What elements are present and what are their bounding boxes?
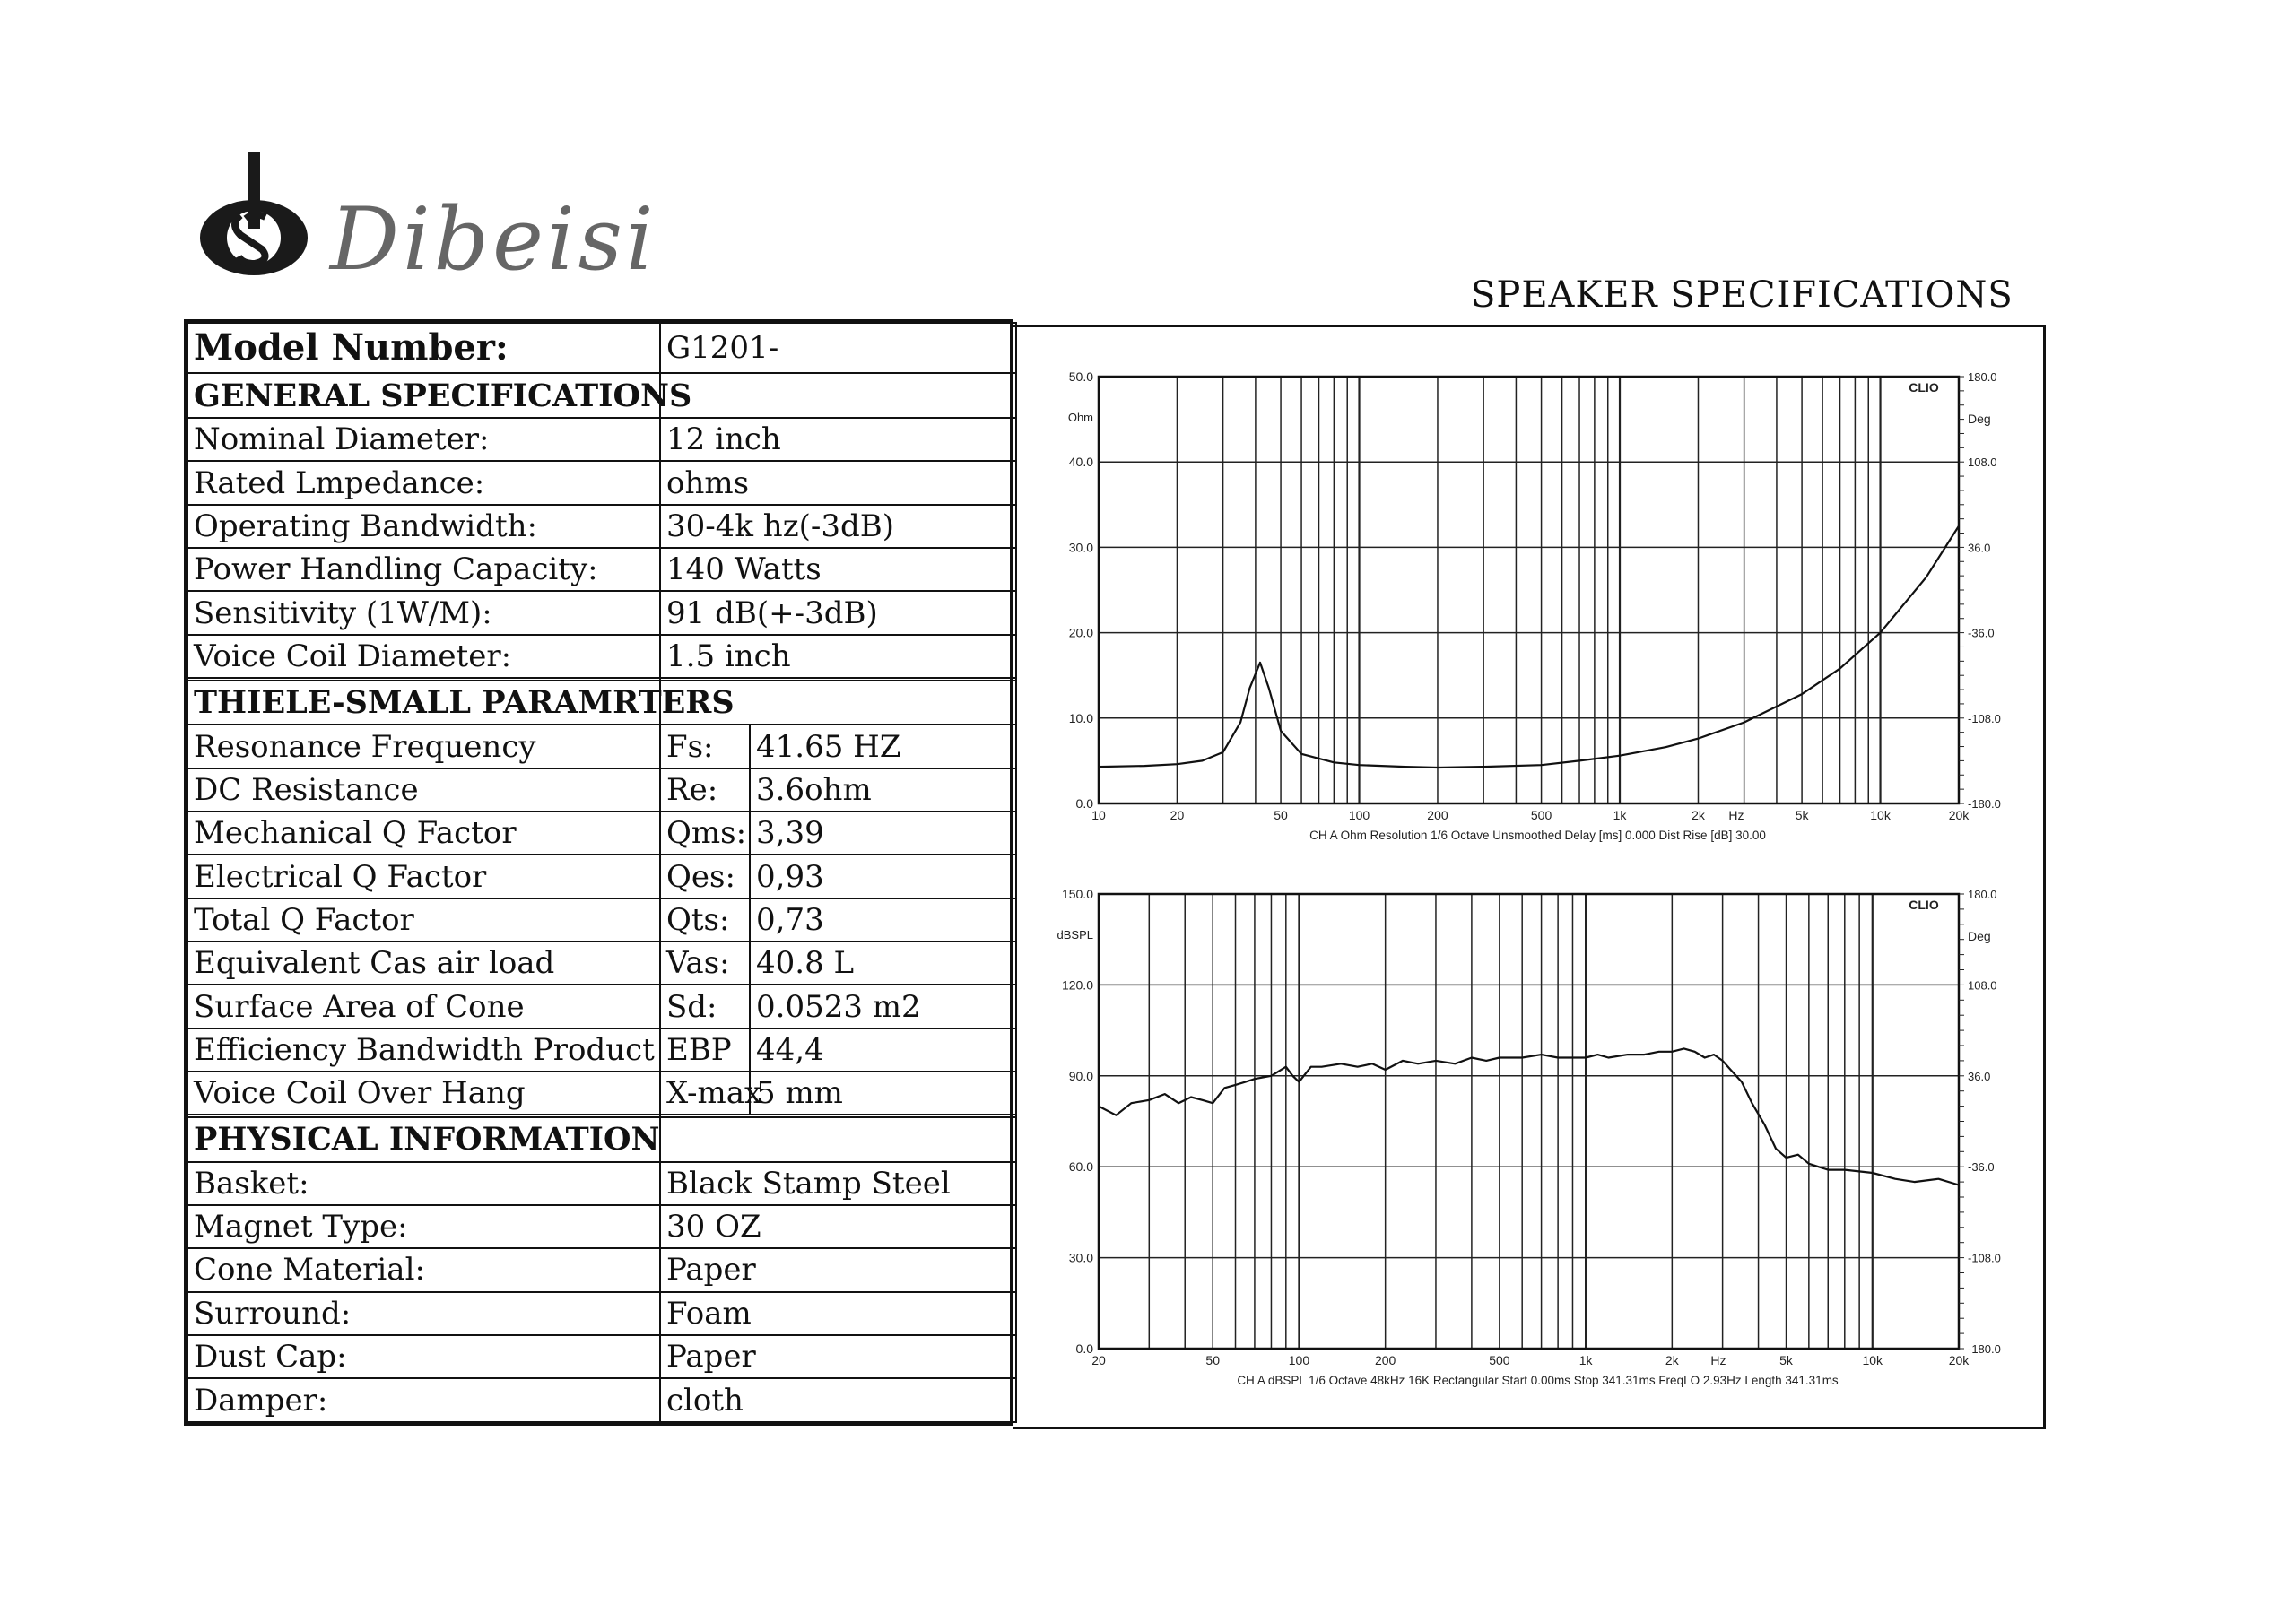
spec-label: Cone Material:: [187, 1248, 660, 1291]
spec-label: Voice Coil Diameter:: [187, 635, 660, 678]
chart1-x-tick-label: 200: [1427, 808, 1448, 822]
param-symbol: X-max: [660, 1072, 750, 1115]
brand-wordmark: Dibeisi: [330, 189, 657, 290]
spec-value: Paper: [660, 1248, 1016, 1291]
model-row: [187, 323, 1016, 373]
chart2-plot-frame: [1099, 894, 1959, 1349]
chart2-x-tick-label: 20: [1091, 1353, 1106, 1367]
table-row: [187, 418, 1016, 461]
chart1-x-tick-label: 10k: [1870, 808, 1891, 822]
chart1-x-tick-label: 50: [1274, 808, 1288, 822]
physical-header-row: [187, 1117, 1016, 1162]
chart2-y-tick-label: 30.0: [1068, 1250, 1093, 1265]
table-row: [187, 1335, 1016, 1378]
chart1-x-tick-label: 2k: [1692, 808, 1705, 822]
param-value: 0,93: [750, 855, 1016, 898]
param-label: Electrical Q Factor: [187, 855, 660, 898]
spec-label: Damper:: [187, 1378, 660, 1422]
spec-value: 30 OZ: [660, 1205, 1016, 1248]
chart2-y2-tick-label: -36.0: [1968, 1160, 1995, 1175]
spec-value: 12 inch: [660, 418, 1016, 461]
param-symbol: Fs:: [660, 725, 750, 768]
spec-label: Nominal Diameter:: [187, 418, 660, 461]
chart1-y2-tick-label: 36.0: [1968, 541, 1991, 555]
chart2-y-tick-label: 60.0: [1068, 1159, 1093, 1175]
param-value: 3,39: [750, 812, 1016, 855]
spec-value: ohms: [660, 461, 1016, 504]
chart2-y2-tick-label: -108.0: [1968, 1251, 2001, 1265]
spec-value: 1.5 inch: [660, 635, 1016, 678]
param-label: Resonance Frequency: [187, 725, 660, 768]
chart2-x-tick-label: 1k: [1578, 1353, 1593, 1367]
chart1-y2-tick-label: 180.0: [1968, 370, 1997, 384]
empty-cell: [660, 373, 1016, 418]
chart1-y-axis-label: Ohm: [1067, 411, 1093, 424]
chart1-series-line: [1099, 526, 1959, 768]
param-symbol: Re:: [660, 768, 750, 812]
chart1-y-tick-label: 10.0: [1068, 710, 1093, 725]
chart2-x-tick-label: 2k: [1665, 1353, 1679, 1367]
table-row: [187, 898, 1016, 942]
chart2-series-line: [1099, 1048, 1959, 1185]
chart1-x-tick-label: 20k: [1948, 808, 1970, 822]
chart1-badge-clio: CLIO: [1909, 380, 1939, 395]
chart1-y-tick-label: 40.0: [1068, 455, 1093, 470]
chart2-x-tick-label: 100: [1288, 1353, 1310, 1367]
table-row: [187, 548, 1016, 591]
spec-label: Sensitivity (1W/M):: [187, 591, 660, 634]
param-value: 3.6ohm: [750, 768, 1016, 812]
chart1-x-tick-label: 100: [1348, 808, 1370, 822]
spec-label: Dust Cap:: [187, 1335, 660, 1378]
param-symbol: Sd:: [660, 985, 750, 1028]
param-symbol: EBP: [660, 1028, 750, 1072]
chart1-x-tick-label: 10: [1091, 808, 1106, 822]
table-row: [187, 591, 1016, 634]
section-header-general: GENERAL SPECIFICATIONS: [187, 373, 660, 418]
param-label: Equivalent Cas air load: [187, 942, 660, 985]
param-symbol: Vas:: [660, 942, 750, 985]
table-row: [187, 1072, 1016, 1115]
brand-logo: [196, 152, 662, 290]
spec-value: cloth: [660, 1378, 1016, 1422]
measurement-charts: [1013, 327, 2046, 1432]
chart1-x-tick-label: 20: [1170, 808, 1185, 822]
chart2-y2-tick-label: 180.0: [1968, 888, 1997, 901]
spec-value: 91 dB(+-3dB): [660, 591, 1016, 634]
table-row: [187, 985, 1016, 1028]
spec-value: 140 Watts: [660, 548, 1016, 591]
param-label: Efficiency Bandwidth Product: [187, 1028, 660, 1072]
chart1-plot-frame: [1099, 377, 1959, 803]
chart2-x-tick-label: 200: [1374, 1353, 1396, 1367]
spec-label: Surround:: [187, 1292, 660, 1335]
chart2-y2-tick-label: 108.0: [1968, 978, 1997, 993]
brand-emblem-icon: [200, 152, 308, 275]
chart2-x-tick-label: 5k: [1779, 1353, 1793, 1367]
table-row: [187, 1205, 1016, 1248]
chart2-y-tick-label: 90.0: [1068, 1068, 1093, 1083]
table-row: [187, 942, 1016, 985]
chart1-y2-tick-label: -108.0: [1968, 711, 2001, 725]
table-row: [187, 1162, 1016, 1205]
param-label: Total Q Factor: [187, 898, 660, 942]
spec-label: Rated Lmpedance:: [187, 461, 660, 504]
param-label: DC Resistance: [187, 768, 660, 812]
chart1-y-tick-label: 20.0: [1068, 625, 1093, 640]
param-value: 0.0523 m2: [750, 985, 1016, 1028]
param-value: 41.65 HZ: [750, 725, 1016, 768]
chart2-badge-clio: CLIO: [1909, 898, 1939, 912]
chart2-x-tick-label: 10k: [1862, 1353, 1883, 1367]
general-header-row: [187, 373, 1016, 418]
chart2-x-tick-label: 50: [1205, 1353, 1220, 1367]
spec-value: 30-4k hz(-3dB): [660, 505, 1016, 548]
param-value: 44,4: [750, 1028, 1016, 1072]
param-symbol: Qts:: [660, 898, 750, 942]
chart1-x-tick-label: 500: [1530, 808, 1552, 822]
table-row: [187, 635, 1016, 678]
spec-label: Operating Bandwidth:: [187, 505, 660, 548]
table-row: [187, 812, 1016, 855]
chart1-y2-tick-label: -36.0: [1968, 626, 1995, 640]
spec-label: Magnet Type:: [187, 1205, 660, 1248]
table-row: [187, 1378, 1016, 1422]
table-row: [187, 768, 1016, 812]
chart2-x-tick-label: 20k: [1948, 1353, 1970, 1367]
param-value: 5 mm: [750, 1072, 1016, 1115]
model-value: G1201-: [660, 323, 1016, 373]
table-row: [187, 1248, 1016, 1291]
empty-cell: [660, 1117, 1016, 1162]
chart2-y2-axis-label: Deg: [1968, 929, 1991, 943]
param-value: 0,73: [750, 898, 1016, 942]
spec-table: [184, 319, 1013, 1426]
table-row: [187, 1292, 1016, 1335]
chart2-x-unit-label: Hz: [1710, 1353, 1726, 1367]
section-header-physical: PHYSICAL INFORMATION: [187, 1117, 660, 1162]
spec-value: Black Stamp Steel: [660, 1162, 1016, 1205]
param-symbol: Qms:: [660, 812, 750, 855]
table-row: [187, 855, 1016, 898]
table-row: [187, 1028, 1016, 1072]
chart1-y2-axis-label: Deg: [1968, 412, 1991, 426]
chart1-y2-tick-label: 108.0: [1968, 456, 1997, 470]
param-symbol: Qes:: [660, 855, 750, 898]
param-label: Voice Coil Over Hang: [187, 1072, 660, 1115]
param-label: Mechanical Q Factor: [187, 812, 660, 855]
model-label: Model Number:: [187, 323, 660, 373]
graph-panel: [1013, 325, 2046, 1429]
chart2-y2-tick-label: 36.0: [1968, 1069, 1991, 1083]
chart2-y-tick-label: 120.0: [1061, 977, 1093, 993]
spec-label: Power Handling Capacity:: [187, 548, 660, 591]
chart2-y-tick-label: 0.0: [1075, 1341, 1093, 1356]
chart1-y-tick-label: 50.0: [1068, 369, 1093, 384]
chart2-y2-tick-label: -180.0: [1968, 1342, 2001, 1356]
table-row: [187, 725, 1016, 768]
chart1-y-tick-label: 30.0: [1068, 540, 1093, 555]
chart2-x-tick-label: 500: [1489, 1353, 1510, 1367]
thiele-header-row: [187, 681, 1016, 725]
table-row: [187, 505, 1016, 548]
chart1-x-tick-label: 5k: [1795, 808, 1809, 822]
spec-value: Foam: [660, 1292, 1016, 1335]
chart2-y-axis-label: dBSPL: [1057, 928, 1093, 942]
chart2-footer-caption: CH A dBSPL 1/6 Octave 48kHz 16K Rectangular Start 0.00ms Stop 341.31ms FreqLO 2.93Hz Length 341.31ms: [1237, 1374, 1839, 1387]
chart1-x-unit-label: Hz: [1728, 808, 1744, 822]
section-header-thiele: THIELE-SMALL PARAMRTERS: [187, 681, 660, 725]
param-value: 40.8 L: [750, 942, 1016, 985]
param-label: Surface Area of Cone: [187, 985, 660, 1028]
chart2-y-tick-label: 150.0: [1061, 887, 1093, 901]
spec-value: Paper: [660, 1335, 1016, 1378]
chart1-footer-caption: CH A Ohm Resolution 1/6 Octave Unsmoothed Delay [ms] 0.000 Dist Rise [dB] 30.00: [1309, 829, 1766, 842]
chart1-y-tick-label: 0.0: [1075, 796, 1093, 811]
table-row: [187, 461, 1016, 504]
chart1-y2-tick-label: -180.0: [1968, 797, 2001, 811]
page-title: SPEAKER SPECIFICATIONS: [1471, 274, 2013, 316]
chart1-x-tick-label: 1k: [1613, 808, 1627, 822]
spec-label: Basket:: [187, 1162, 660, 1205]
